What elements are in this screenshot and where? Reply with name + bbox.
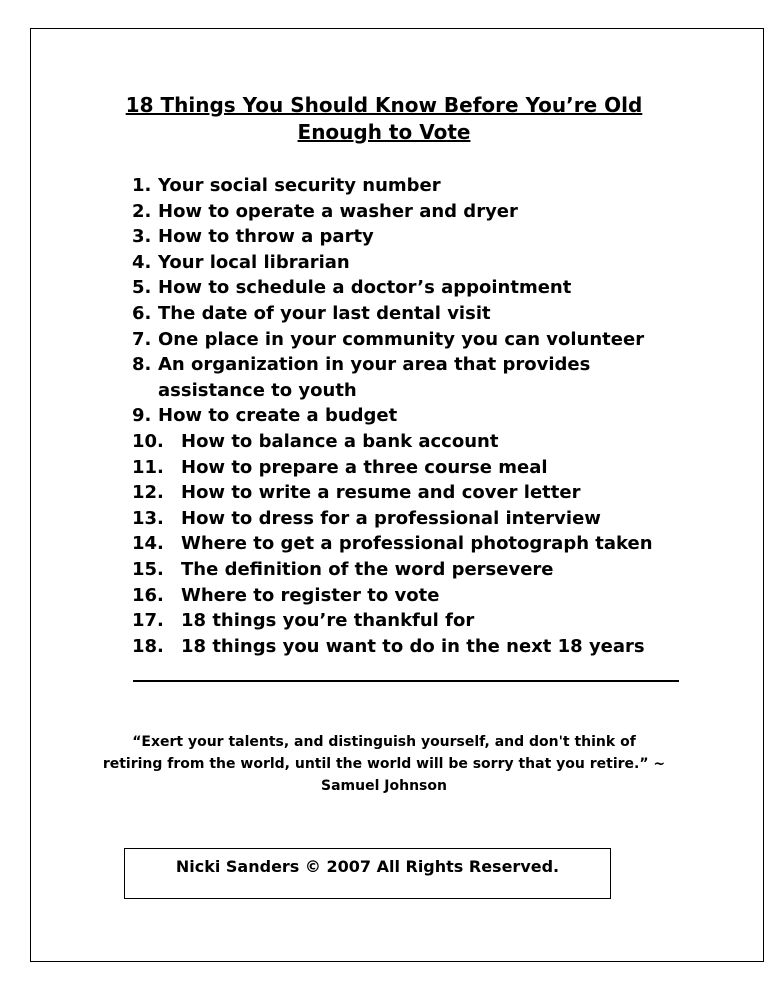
list-item — [132, 327, 692, 353]
list-item — [132, 455, 692, 481]
item-text: How to prepare a three course meal — [181, 456, 548, 478]
item-text: Your local librarian — [158, 251, 350, 273]
list-item — [132, 608, 692, 634]
item-text: The date of your last dental visit — [158, 302, 491, 324]
item-number: 18. — [132, 635, 164, 657]
things-list — [132, 173, 692, 659]
item-text: Where to get a professional photograph taken — [181, 533, 653, 555]
item-text: One place in your community you can volunteer — [158, 328, 645, 350]
item-number: 7. — [132, 328, 152, 350]
list-item — [132, 173, 692, 199]
item-text: How to operate a washer and dryer — [158, 200, 518, 222]
list-item — [132, 275, 692, 301]
item-number: 15. — [132, 558, 164, 580]
page-title — [100, 92, 668, 146]
title-line-1: 18 Things You Should Know Before You’re Old — [125, 93, 643, 117]
item-text: How to write a resume and cover letter — [181, 482, 581, 504]
item-number: 16. — [132, 584, 164, 606]
item-text-continued: assistance to youth — [158, 379, 357, 401]
item-text: How to throw a party — [158, 226, 374, 248]
item-number: 1. — [132, 175, 152, 196]
quote-line-2: retiring from the world, until the world will be sorry that you retire.” ~ — [102, 756, 666, 772]
list-item — [132, 557, 692, 583]
title-line-2: Enough to Vote — [297, 120, 471, 144]
divider-line — [133, 680, 679, 682]
item-number: 10. — [132, 430, 164, 452]
item-text: The definition of the word persevere — [181, 558, 554, 580]
list-item — [132, 583, 692, 609]
list-item — [132, 352, 692, 403]
item-text: Your social security number — [158, 175, 441, 196]
item-number: 9. — [132, 405, 152, 427]
quote-line-1: “Exert your talents, and distinguish yourself, and don't think of — [132, 734, 636, 750]
list-item — [132, 531, 692, 557]
list-item — [132, 480, 692, 506]
item-text: 18 things you want to do in the next 18 years — [181, 635, 645, 657]
list-item — [132, 634, 692, 660]
item-number: 17. — [132, 610, 164, 632]
item-text: How to dress for a professional interview — [181, 507, 601, 529]
list-item — [132, 224, 692, 250]
list-item — [132, 250, 692, 276]
list-item — [132, 429, 692, 455]
item-number: 14. — [132, 533, 164, 555]
item-text: 18 things you’re thankful for — [181, 610, 475, 632]
item-number: 8. — [132, 354, 152, 376]
item-text: How to create a budget — [158, 405, 398, 427]
item-text: How to schedule a doctor’s appointment — [158, 277, 572, 299]
item-number: 5. — [132, 277, 152, 299]
list-item — [132, 506, 692, 532]
item-number: 6. — [132, 302, 152, 324]
item-number: 4. — [132, 251, 152, 273]
item-number: 13. — [132, 507, 164, 529]
copyright-text: Nicki Sanders © 2007 All Rights Reserved. — [175, 857, 560, 876]
list-item — [132, 199, 692, 225]
item-number: 2. — [132, 200, 152, 222]
item-number: 12. — [132, 482, 164, 504]
item-text: How to balance a bank account — [181, 430, 499, 452]
quote — [80, 731, 688, 797]
list-item — [132, 301, 692, 327]
item-number: 3. — [132, 226, 152, 248]
list-item — [132, 403, 692, 429]
item-text: Where to register to vote — [181, 584, 440, 606]
item-text: An organization in your area that provides — [158, 354, 591, 376]
quote-author: Samuel Johnson — [321, 778, 447, 794]
copyright-box — [124, 848, 611, 899]
item-number: 11. — [132, 456, 164, 478]
